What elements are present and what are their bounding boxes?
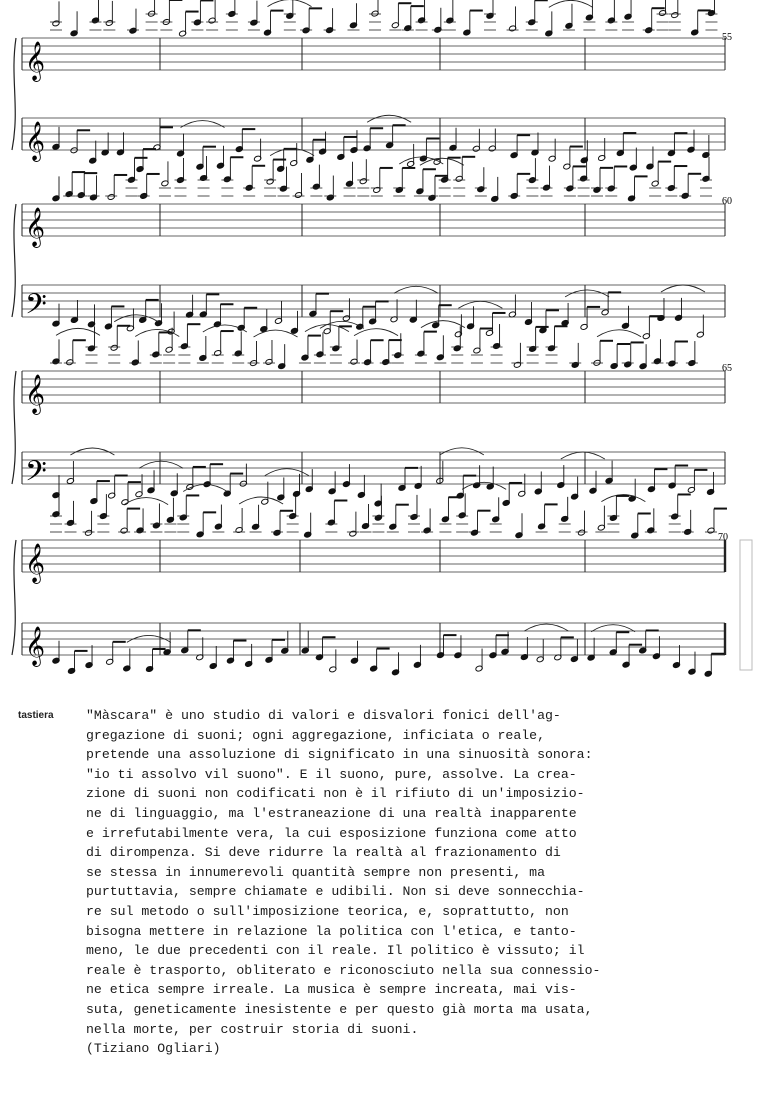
measure-number-55: 55: [722, 32, 732, 43]
clef-icon: 𝄢: [25, 288, 47, 328]
system-brace: [12, 371, 16, 484]
clef-icon: 𝄢: [25, 455, 47, 495]
text-line: suta, geneticamente inesistente e per questo già morta ma usata,: [86, 1001, 593, 1017]
text-line: di dirompenza. Si deve ridurre la realtà al frazionamento di: [86, 845, 561, 861]
text-line: e irrefutabilmente vera, la cui esposizione funziona come atto: [86, 825, 577, 841]
slur: [661, 285, 705, 292]
text-line: ne di linguaggio, ma l'estraneazione di una realtà inapparente: [86, 805, 577, 821]
scan-edge: [740, 540, 752, 670]
slur: [239, 497, 283, 504]
clef-icon: 𝄞: [25, 121, 46, 161]
slur: [561, 452, 605, 459]
text-line: re sul metodo o sull'imposizione teorica, e, soprattutto, non: [86, 903, 569, 919]
slur: [114, 315, 158, 322]
clef-icon: 𝄞: [25, 207, 46, 247]
clef-icon: 𝄞: [25, 543, 46, 583]
text-line: "io ti assolvo vil suono". E il suono, pure, assolve. La crea-: [86, 766, 577, 782]
clef-icon: 𝄞: [25, 374, 46, 414]
system-brace: [12, 540, 16, 655]
slur: [135, 329, 179, 336]
slur: [421, 321, 465, 328]
measure-number-70: 70: [718, 532, 728, 543]
slur: [394, 286, 438, 293]
text-line: (Tiziano Ogliari): [86, 1041, 221, 1057]
text-line: se stessa in innumerevoli quantità sempre non presenti, ma: [86, 864, 545, 880]
slur: [565, 290, 609, 297]
text-line: pretende una assoluzione di significato in una sinuosità sonora:: [86, 747, 593, 763]
slur: [139, 461, 183, 468]
slur: [524, 624, 568, 631]
clef-icon: 𝄞: [25, 41, 46, 81]
slur: [440, 448, 484, 455]
measure-number-60: 60: [722, 196, 732, 207]
clef-icon: 𝄞: [25, 626, 46, 666]
text-line: reale è trasporto, obliterato e riconosciuto nella sua connessio-: [86, 962, 601, 978]
slur: [124, 498, 168, 505]
slur: [462, 482, 506, 489]
slur: [268, 0, 312, 7]
slur: [354, 329, 398, 336]
text-line: nella morte, per costruir storia di suoni.: [86, 1021, 419, 1037]
system-brace: [12, 204, 16, 317]
slur: [597, 330, 641, 337]
text-line: ne etica sempre irreale. La musica è sempre increata, mai vis-: [86, 982, 577, 998]
slur: [549, 0, 593, 7]
slur: [367, 115, 411, 122]
slur: [181, 121, 225, 128]
slur: [458, 301, 502, 308]
text-line: gregazione di suoni; ogni aggregazione, inficiata o reale,: [86, 727, 545, 743]
text-line: zione di suoni non codificati non è il rifiuto di un'imposizio-: [86, 786, 585, 802]
text-line: bisogna mettere in relazione la politica con l'etica, e tanto-: [86, 923, 577, 939]
text-line: purtuttavia, sempre chiamate e udibili. Non si deve sonnecchia-: [86, 884, 585, 900]
commentary-text: [86, 706, 756, 1059]
slur: [56, 328, 100, 335]
text-line: "Màscara" è uno studio di valori e disvalori fonici dell'ag-: [86, 708, 561, 723]
slur: [70, 448, 114, 455]
section-label: tastiera: [18, 710, 54, 721]
text-line: meno, le due precedenti con il reale. Il politico è vissuto; il: [86, 943, 585, 959]
measure-number-65: 65: [722, 363, 732, 374]
system-brace: [12, 38, 16, 150]
